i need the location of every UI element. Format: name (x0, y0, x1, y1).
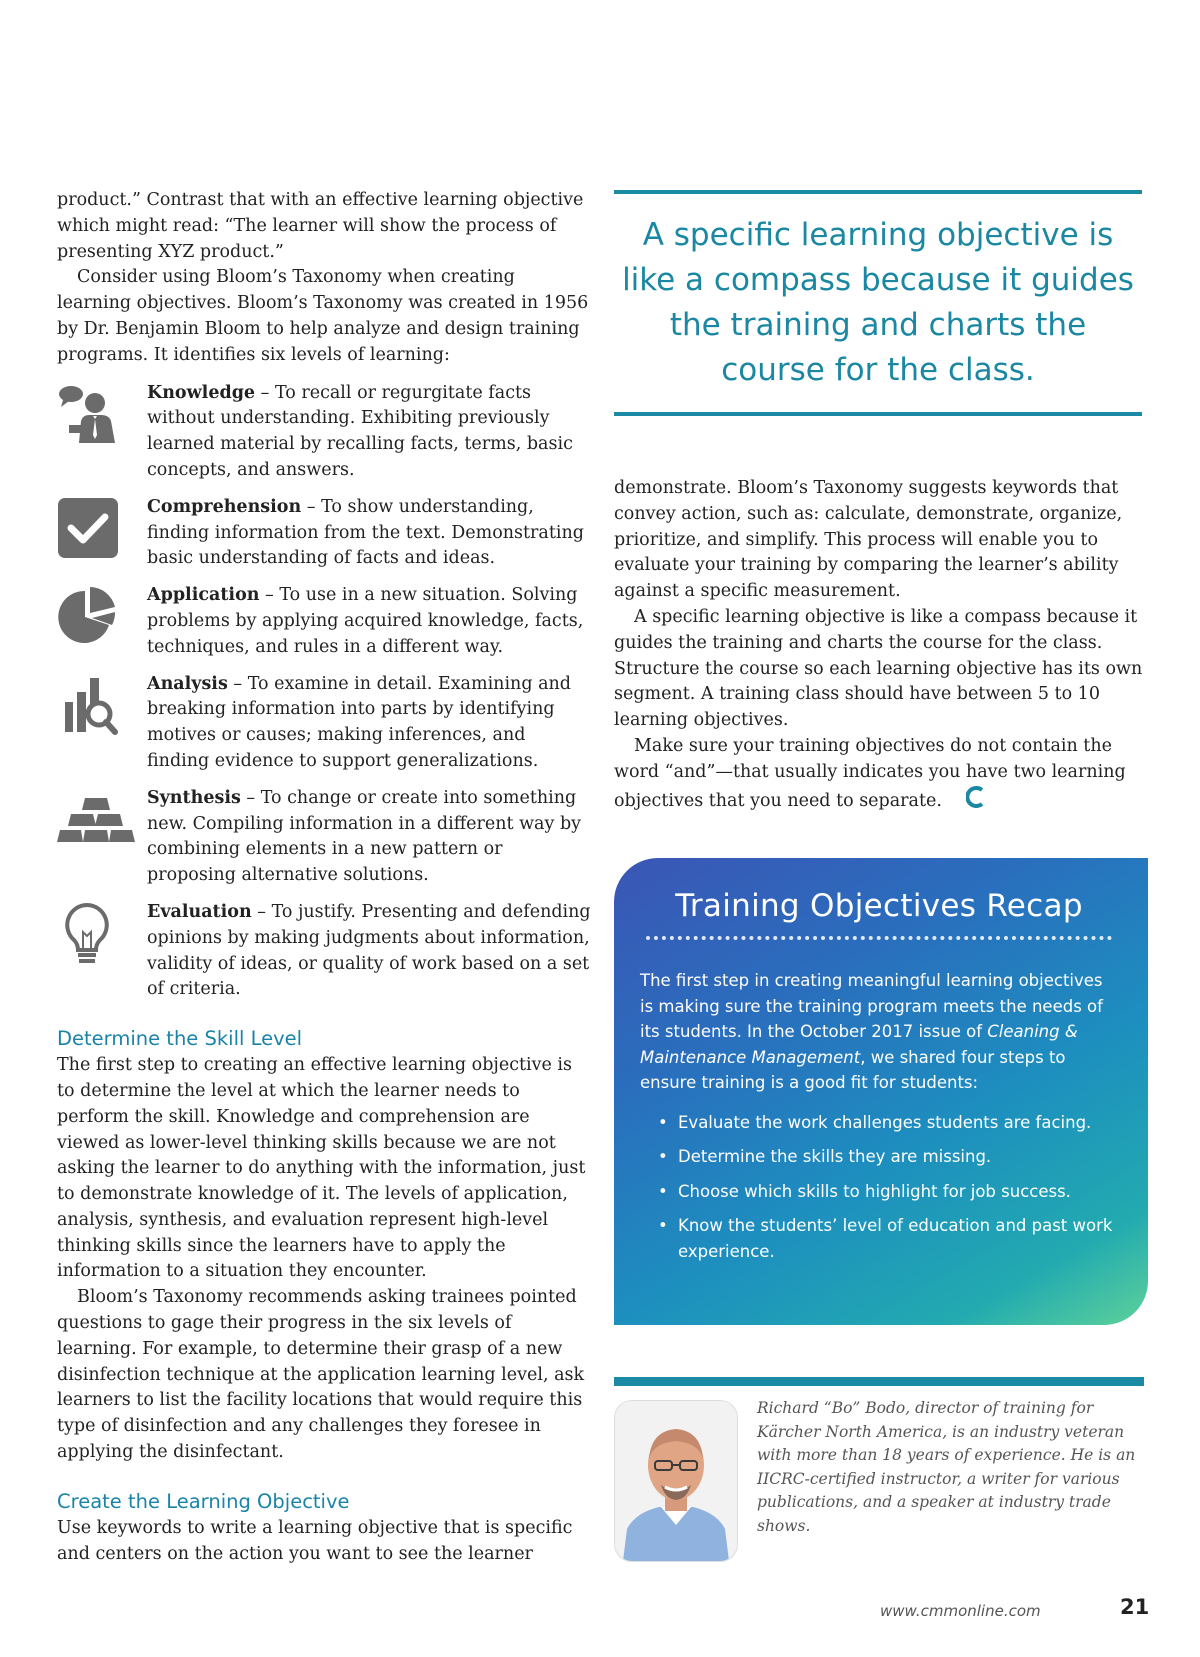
end-mark-icon (946, 786, 984, 817)
pull-quote (614, 190, 1142, 416)
stacked-blocks-icon (57, 786, 147, 889)
bullet-text: Choose which skills to highlight for job success. (678, 1181, 1071, 1201)
level-term: Application (147, 585, 260, 606)
level-term: Knowledge (147, 382, 256, 403)
level-description: – To use in a new situation. Solving problems by applying acquired knowledge, facts, techniques, and rules in a different way. (147, 585, 584, 657)
level-term: Synthesis (147, 787, 241, 808)
right-paragraph-1: demonstrate. Bloom’s Taxonomy suggests keywords that convey action, such as: calculate, demonstrate, organize, prioritize, and simplify. This process will enable you to evaluate your training by comparing the learner’s ability against a specific measurement. (614, 478, 1123, 602)
bloom-levels-list (57, 381, 592, 1004)
right-column (614, 476, 1144, 816)
bullet-text: Know the students’ level of education and past work experience. (678, 1216, 1113, 1261)
recap-intro-b: , we shared four steps to ensure training is a good fit for students: (640, 1047, 1066, 1092)
level-evaluation (57, 900, 592, 1003)
create-paragraph-1: Use keywords to write a learning objective that is specific and centers on the action you want to see the learner (57, 1517, 573, 1564)
level-description: – To justify. Presenting and defending opinions by making judgments about information, validity of ideas, or quality of work based on a set of criteria. (147, 901, 591, 1000)
intro-paragraph-2: Consider using Bloom’s Taxonomy when creating learning objectives. Bloom’s Taxonomy was created in 1956 by Dr. Benjamin Bloom to help analyze and design training programs. It identifies six levels of learning: (57, 267, 589, 365)
skill-paragraph-2: Bloom’s Taxonomy recommends asking trainees pointed questions to gage their progress in the six levels of learning. For example, to determine their grasp of a new disinfection technique at the application learning level, ask learners to list the facility locations that would require this type of disinfection and any challenges they foresee in applying the disinfectant. (57, 1287, 585, 1463)
level-description: – To examine in detail. Examining and breaking information into parts by identifying motives or causes; making inferences, and finding evidence to support generalizations. (147, 673, 571, 771)
level-description: – To recall or regurgitate facts without understanding. Exhibiting previously learned material by recalling facts, terms, basic concepts, and answers. (147, 382, 573, 480)
level-application (57, 583, 592, 660)
recap-intro (640, 968, 1118, 1096)
checkbox-icon (57, 495, 147, 572)
intro-paragraph-1: product.” Contrast that with an effective learning objective which might read: “The learner will show the process of presenting XYZ product.” (57, 190, 584, 262)
recap-title: Training Objectives Recap (675, 888, 1083, 924)
speech-person-icon (57, 381, 147, 484)
bullet-icon: • (658, 1181, 668, 1201)
list-item (658, 1213, 1118, 1264)
dotted-divider (646, 936, 1112, 940)
level-knowledge (57, 381, 592, 484)
bar-magnifier-icon (57, 672, 147, 775)
level-description: – To show understanding, finding information from the text. Demonstrating basic understanding of facts and ideas. (147, 496, 584, 569)
author-bio: Richard “Bo” Bodo, director of training for Kärcher North America, is an industry veteran with more than 18 years of experience. He is an IICRC-certified instructor, a writer for various publications, and a speaker at industry trade shows. (757, 1399, 1136, 1535)
bullet-icon: • (658, 1216, 668, 1235)
heading-create-learning-objective: Create the Learning Objective (57, 1489, 350, 1513)
recap-box (614, 858, 1148, 1325)
recap-bullet-list (640, 1110, 1118, 1265)
list-item (658, 1110, 1118, 1136)
level-comprehension (57, 495, 592, 572)
bullet-text: Determine the skills they are missing. (678, 1147, 992, 1166)
level-term: Analysis (147, 673, 228, 694)
pie-chart-icon (57, 583, 147, 660)
list-item (658, 1144, 1118, 1170)
bullet-text: Evaluate the work challenges students are facing. (678, 1112, 1092, 1132)
page-number: 21 (1120, 1595, 1150, 1619)
level-description: – To change or create into something new. Compiling information in a different way by combining elements in a new pattern or proposing alternative solutions. (147, 787, 582, 886)
lightbulb-icon (57, 900, 147, 1003)
bio-divider (614, 1377, 1144, 1386)
list-item (658, 1179, 1118, 1205)
level-term: Comprehension (147, 496, 302, 517)
pull-quote-text: A specific learning objective is like a compass because it guides the training and charts the course for the class. (622, 217, 1134, 388)
level-synthesis (57, 786, 592, 889)
footer-url: www.cmmonline.com (880, 1602, 1041, 1620)
right-paragraph-3 (614, 734, 1144, 816)
level-term: Evaluation (147, 901, 252, 922)
bullet-icon: • (658, 1147, 668, 1166)
bullet-icon: • (658, 1112, 668, 1132)
left-column (57, 188, 592, 1567)
recap-intro-publication: Cleaning & Maintenance Management (640, 1022, 1078, 1067)
skill-paragraph-1: The first step to creating an effective learning objective is to determine the level at which the learner needs to perform the skill. Knowledge and comprehension are viewed as lower-level thinking skills because we are not asking the learner to do anything with the information, just to demonstrate knowledge of it. The levels of application, analysis, synthesis, and evaluation represent high-level thinking skills since the learners have to apply the information to a situation they encounter. (57, 1055, 586, 1282)
heading-determine-skill-level: Determine the Skill Level (57, 1027, 303, 1051)
level-analysis (57, 672, 592, 775)
author-photo (614, 1400, 738, 1562)
recap-intro-a: The first step in creating meaningful learning objectives is making sure the training program meets the needs of its students. In the October 2017 issue of (640, 971, 1103, 1041)
right-paragraph-2: A specific learning objective is like a compass because it guides the training and charts the course for the class. Structure the course so each learning objective has its own segment. A training class should have between 5 to 10 learning objectives. (614, 606, 1143, 731)
right-paragraph-3-text: Make sure your training objectives do not contain the word “and”—that usually indicates you have two learning objectives that you need to separate. (614, 735, 1126, 811)
